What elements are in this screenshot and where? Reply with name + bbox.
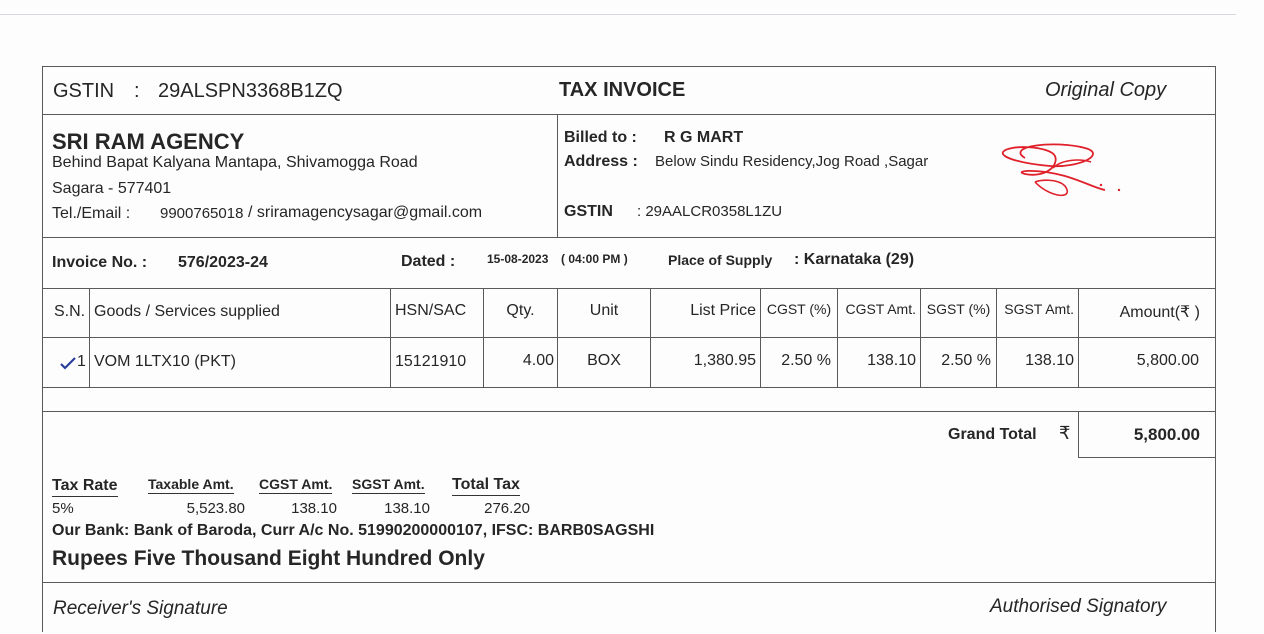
header-gstin-colon: : (134, 80, 140, 102)
total-tax-value: 276.20 (484, 500, 530, 517)
tax-rate-value: 5% (52, 500, 74, 517)
col-divider-1 (89, 288, 90, 387)
grand-total-box-left (1078, 411, 1079, 457)
place-of-supply-value: : Karnataka (29) (794, 251, 915, 268)
cgst-amt-value: 138.10 (291, 500, 337, 517)
billed-to-name: R G MART (664, 129, 744, 146)
col-divider-2 (390, 288, 391, 387)
rule-table-bottom (42, 411, 1215, 412)
tax-rate-header: Tax Rate (52, 477, 118, 497)
th-sgst-pct: SGST (%) (926, 301, 991, 317)
bank-details: Our Bank: Bank of Baroda, Curr A/c No. 51990200000107, IFSC: BARB0SAGSHI (52, 522, 655, 539)
rule-table-header (42, 337, 1215, 338)
th-cgst-pct: CGST (%) (766, 301, 832, 317)
seller-email: / sriramagencysagar@gmail.com (248, 204, 483, 221)
grand-total-value: 5,800.00 (1133, 425, 1200, 444)
header-gstin-value: 29ALSPN3368B1ZQ (158, 80, 343, 102)
check-mark-icon (59, 356, 77, 370)
seller-contact-label: Tel./Email : (52, 205, 131, 222)
sgst-amt-header: SGST Amt. (352, 476, 425, 492)
buyer-gstin-label: GSTIN (564, 203, 613, 220)
buyer-address: Below Sindu Residency,Jog Road ,Sagar (655, 153, 929, 170)
taxable-amt-header: Taxable Amt. (148, 476, 234, 492)
seller-address-line2: Sagara - 577401 (52, 180, 172, 197)
invoice-time: ( 04:00 PM ) (561, 252, 628, 266)
taxable-amt-value: 5,523.80 (186, 500, 245, 517)
rule-grand-total (1078, 457, 1215, 458)
billed-to-label: Billed to : (564, 129, 637, 146)
row-sn: 1 (77, 353, 86, 370)
divider-parties (557, 114, 558, 237)
row-cgst-amt: 138.10 (867, 352, 916, 369)
authorised-signatory-label: Authorised Signatory (990, 596, 1167, 617)
signature-icon (995, 138, 1125, 204)
th-list-price: List Price (690, 302, 756, 319)
place-of-supply-label: Place of Supply (668, 252, 773, 268)
rule-header (42, 114, 1215, 115)
row-qty: 4.00 (522, 352, 554, 369)
rule-footer (42, 582, 1215, 583)
amount-in-words: Rupees Five Thousand Eight Hundred Only (52, 547, 485, 570)
row-amount: 5,800.00 (1136, 352, 1199, 369)
row-goods: VOM 1LTX10 (PKT) (94, 353, 236, 370)
row-cgst-pct: 2.50 % (781, 352, 831, 369)
th-qty: Qty. (506, 302, 535, 319)
seller-address-line1: Behind Bapat Kalyana Mantapa, Shivamogga Road (52, 154, 418, 171)
rule-table-row (42, 387, 1215, 388)
th-cgst-amt: CGST Amt. (845, 301, 916, 317)
total-tax-header: Total Tax (452, 476, 520, 496)
invoice-number: 576/2023-24 (178, 254, 268, 271)
dated-label: Dated : (401, 253, 456, 270)
rupee-icon: ₹ (1059, 423, 1071, 443)
invoice-date: 15-08-2023 (487, 252, 549, 266)
th-sn: S.N. (54, 303, 86, 320)
th-amount: Amount(₹ ) (1119, 304, 1200, 321)
buyer-address-label: Address : (564, 153, 638, 170)
row-sgst-amt: 138.10 (1025, 352, 1074, 369)
row-hsn: 15121910 (395, 353, 467, 370)
grand-total-label: Grand Total (948, 426, 1037, 443)
document-title: TAX INVOICE (559, 79, 686, 101)
seller-name: SRI RAM AGENCY (52, 129, 245, 154)
rule-parties (42, 237, 1215, 238)
header-gstin-label: GSTIN (53, 80, 115, 102)
th-sgst-amt: SGST Amt. (1004, 301, 1074, 317)
th-hsn: HSN/SAC (395, 302, 467, 319)
receiver-signature-label: Receiver's Signature (53, 598, 228, 619)
cgst-amt-header: CGST Amt. (259, 476, 333, 492)
invoice-number-label: Invoice No. : (52, 254, 148, 271)
scan-edge-line (0, 14, 1236, 15)
buyer-gstin-value: : 29AALCR0358L1ZU (637, 203, 783, 220)
row-sgst-pct: 2.50 % (941, 352, 991, 369)
copy-label: Original Copy (1045, 79, 1167, 101)
th-unit: Unit (589, 302, 619, 319)
th-goods: Goods / Services supplied (94, 303, 280, 320)
seller-phone: 9900765018 (160, 205, 244, 222)
sgst-amt-value: 138.10 (384, 500, 430, 517)
row-unit: BOX (587, 352, 621, 369)
rule-invoice-info (42, 288, 1215, 289)
row-list-price: 1,380.95 (693, 352, 756, 369)
